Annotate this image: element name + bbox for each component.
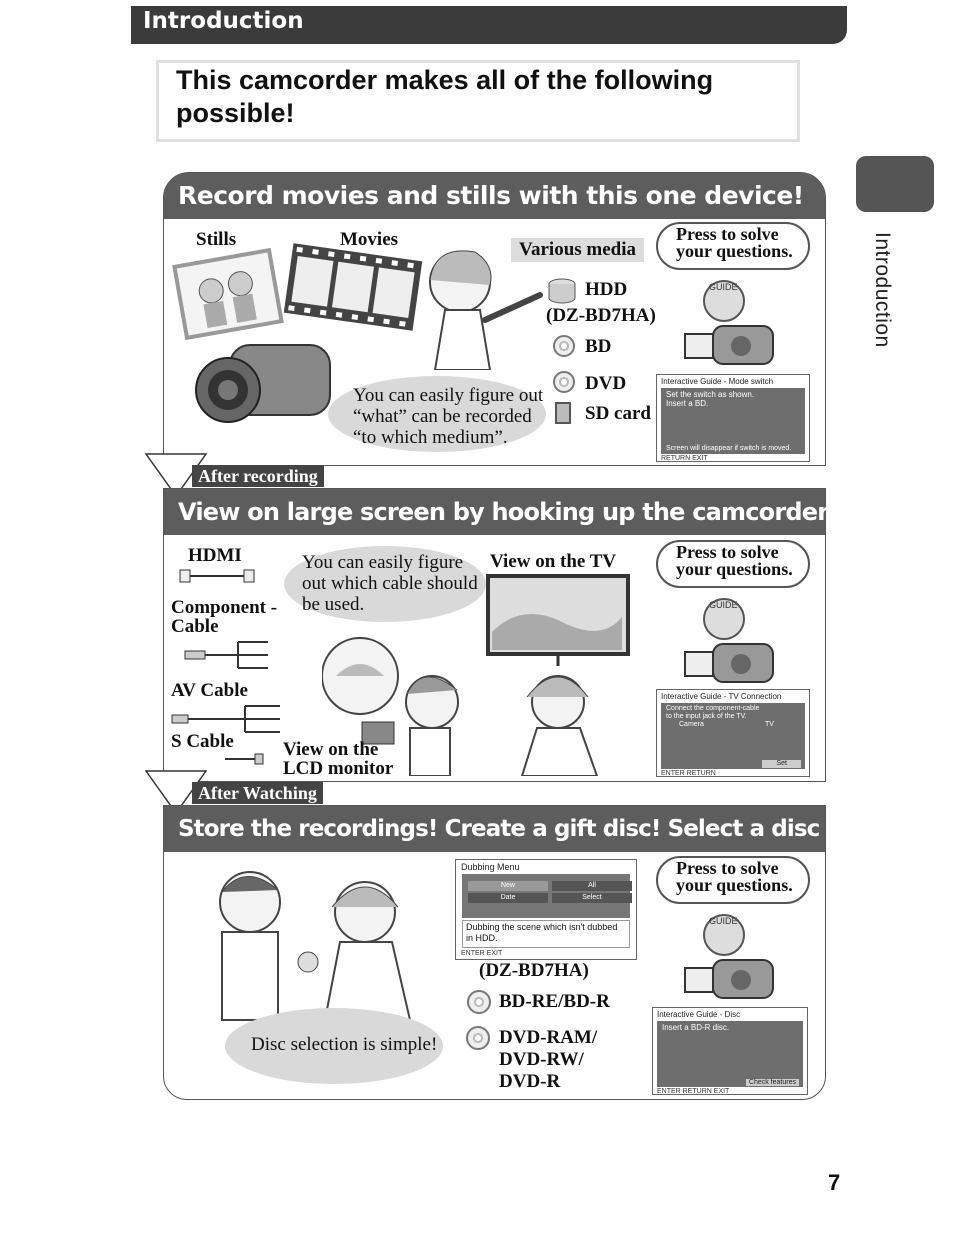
dubbing-menu-title: Dubbing Menu bbox=[461, 862, 520, 872]
disc-screen-line1: Insert a BD-R disc. bbox=[662, 1023, 730, 1032]
media-dvd-label: DVD bbox=[585, 373, 627, 394]
stills-label: Stills bbox=[196, 229, 237, 250]
girl-pointing-illustration bbox=[415, 240, 545, 370]
hdmi-cable-icon bbox=[178, 567, 258, 585]
disc-screen-title: Interactive Guide - Disc bbox=[657, 1010, 741, 1019]
dvd-types-label: DVD-RAM/ DVD-RW/ DVD-R bbox=[499, 1027, 598, 1092]
tv-screen-set[interactable]: Set bbox=[762, 760, 801, 768]
press-guide-callout: Press to solve your questions. bbox=[656, 856, 810, 904]
tv-screen-title: Interactive Guide - TV Connection bbox=[661, 692, 782, 701]
couple-gift-illustration bbox=[200, 862, 425, 1022]
tv-screen-camera: Camera bbox=[679, 721, 704, 728]
dvd-disc-icon bbox=[466, 1026, 490, 1050]
dubbing-menu-description: Dubbing the scene which isn't dubbed in HDD. bbox=[462, 920, 630, 948]
tv-screen-tv: TV bbox=[765, 721, 774, 728]
tv-screen-line1: Connect the component-cable bbox=[666, 705, 760, 712]
page-title: This camcorder makes all of the following possible! bbox=[176, 65, 714, 128]
media-hint-text: You can easily figure out “what” can be recorded “to which medium”. bbox=[353, 385, 544, 448]
section-header-label: Introduction bbox=[143, 8, 304, 34]
view-lcd-label: View on the LCD monitor bbox=[283, 739, 394, 779]
tv-screen-body bbox=[661, 703, 805, 769]
camcorder-small-icon bbox=[683, 956, 779, 1002]
camcorder-small-icon bbox=[683, 322, 779, 368]
av-cable-label: AV Cable bbox=[171, 680, 248, 701]
mode-switch-screen-body bbox=[661, 388, 805, 454]
bd-disc-icon bbox=[467, 990, 491, 1014]
s-cable-label: S Cable bbox=[171, 731, 234, 752]
record-panel-heading: Record movies and stills with this one device! bbox=[164, 173, 825, 219]
tv-panel-heading: View on large screen by hooking up the camcorder to a TV! bbox=[164, 489, 825, 535]
press-guide-callout: Press to solve your questions. bbox=[656, 222, 810, 270]
dubbing-menu-screen bbox=[455, 859, 637, 960]
various-media-label: Various media bbox=[511, 238, 644, 262]
guide-button-label: GUIDE bbox=[709, 282, 738, 292]
disc-screen-body bbox=[657, 1021, 803, 1087]
stills-photo-illustration bbox=[172, 248, 284, 340]
media-bd-label: BD bbox=[585, 336, 612, 357]
cable-hint-text: You can easily figure out which cable should be used. bbox=[302, 552, 478, 615]
side-tab bbox=[856, 156, 934, 212]
dubbing-menu-foot: ENTER EXIT bbox=[461, 950, 503, 957]
dubbing-menu-options bbox=[462, 874, 630, 918]
side-section-label: Introduction bbox=[871, 232, 894, 348]
disc-hint-text: Disc selection is simple! bbox=[251, 1034, 438, 1055]
tv-connection-guide-screen bbox=[656, 689, 810, 777]
media-sd-label: SD card bbox=[585, 403, 651, 424]
hdmi-label: HDMI bbox=[188, 545, 242, 566]
disc-model-label: (DZ-BD7HA) bbox=[479, 960, 589, 981]
tv-screen-foot: ENTER RETURN bbox=[661, 770, 716, 777]
mode-switch-screen-foot: RETURN EXIT bbox=[661, 455, 708, 462]
press-guide-callout: Press to solve your questions. bbox=[656, 540, 810, 588]
hdd-icon bbox=[547, 278, 577, 304]
dubbing-option-select[interactable]: Select bbox=[552, 893, 632, 903]
camcorder-small-icon bbox=[683, 640, 779, 686]
mode-switch-line3: Screen will disappear if switch is moved. bbox=[666, 445, 792, 452]
component-cable-icon bbox=[183, 638, 278, 672]
guide-button-label: GUIDE bbox=[709, 600, 738, 610]
page-number: 7 bbox=[828, 1170, 841, 1195]
tv-screen-line2: to the input jack of the TV. bbox=[666, 713, 747, 720]
s-cable-icon bbox=[225, 752, 265, 766]
disc-screen-check[interactable]: Check features bbox=[746, 1079, 799, 1086]
store-panel-heading: Store the recordings! Create a gift disc! Select a disc easily! bbox=[164, 806, 825, 852]
after-watching-tag: After Watching bbox=[192, 782, 323, 804]
mode-switch-screen-title: Interactive Guide - Mode switch bbox=[661, 377, 774, 386]
movies-label: Movies bbox=[340, 229, 399, 250]
media-hdd-label: HDD bbox=[585, 279, 628, 300]
bd-re-r-label: BD-RE/BD-R bbox=[499, 991, 610, 1012]
media-hdd-model: (DZ-BD7HA) bbox=[546, 305, 656, 326]
mode-switch-guide-screen bbox=[656, 374, 810, 462]
bd-disc-icon bbox=[553, 335, 575, 357]
dubbing-option-new[interactable]: New bbox=[468, 881, 548, 891]
after-recording-tag: After recording bbox=[192, 465, 324, 487]
dubbing-option-all[interactable]: All bbox=[552, 881, 632, 891]
disc-screen-foot: ENTER RETURN EXIT bbox=[657, 1088, 730, 1095]
view-tv-label: View on the TV bbox=[490, 551, 617, 572]
component-cable-label: Component -Cable bbox=[171, 597, 278, 637]
guide-button-label: GUIDE bbox=[709, 916, 738, 926]
dubbing-option-date[interactable]: Date bbox=[468, 893, 548, 903]
sd-card-icon bbox=[555, 402, 571, 424]
disc-guide-screen bbox=[652, 1007, 808, 1095]
camcorder-illustration bbox=[190, 330, 340, 430]
mode-switch-line1: Set the switch as shown. bbox=[666, 390, 755, 399]
mode-switch-line2: Insert a BD. bbox=[666, 399, 709, 408]
dvd-disc-icon bbox=[553, 371, 575, 393]
